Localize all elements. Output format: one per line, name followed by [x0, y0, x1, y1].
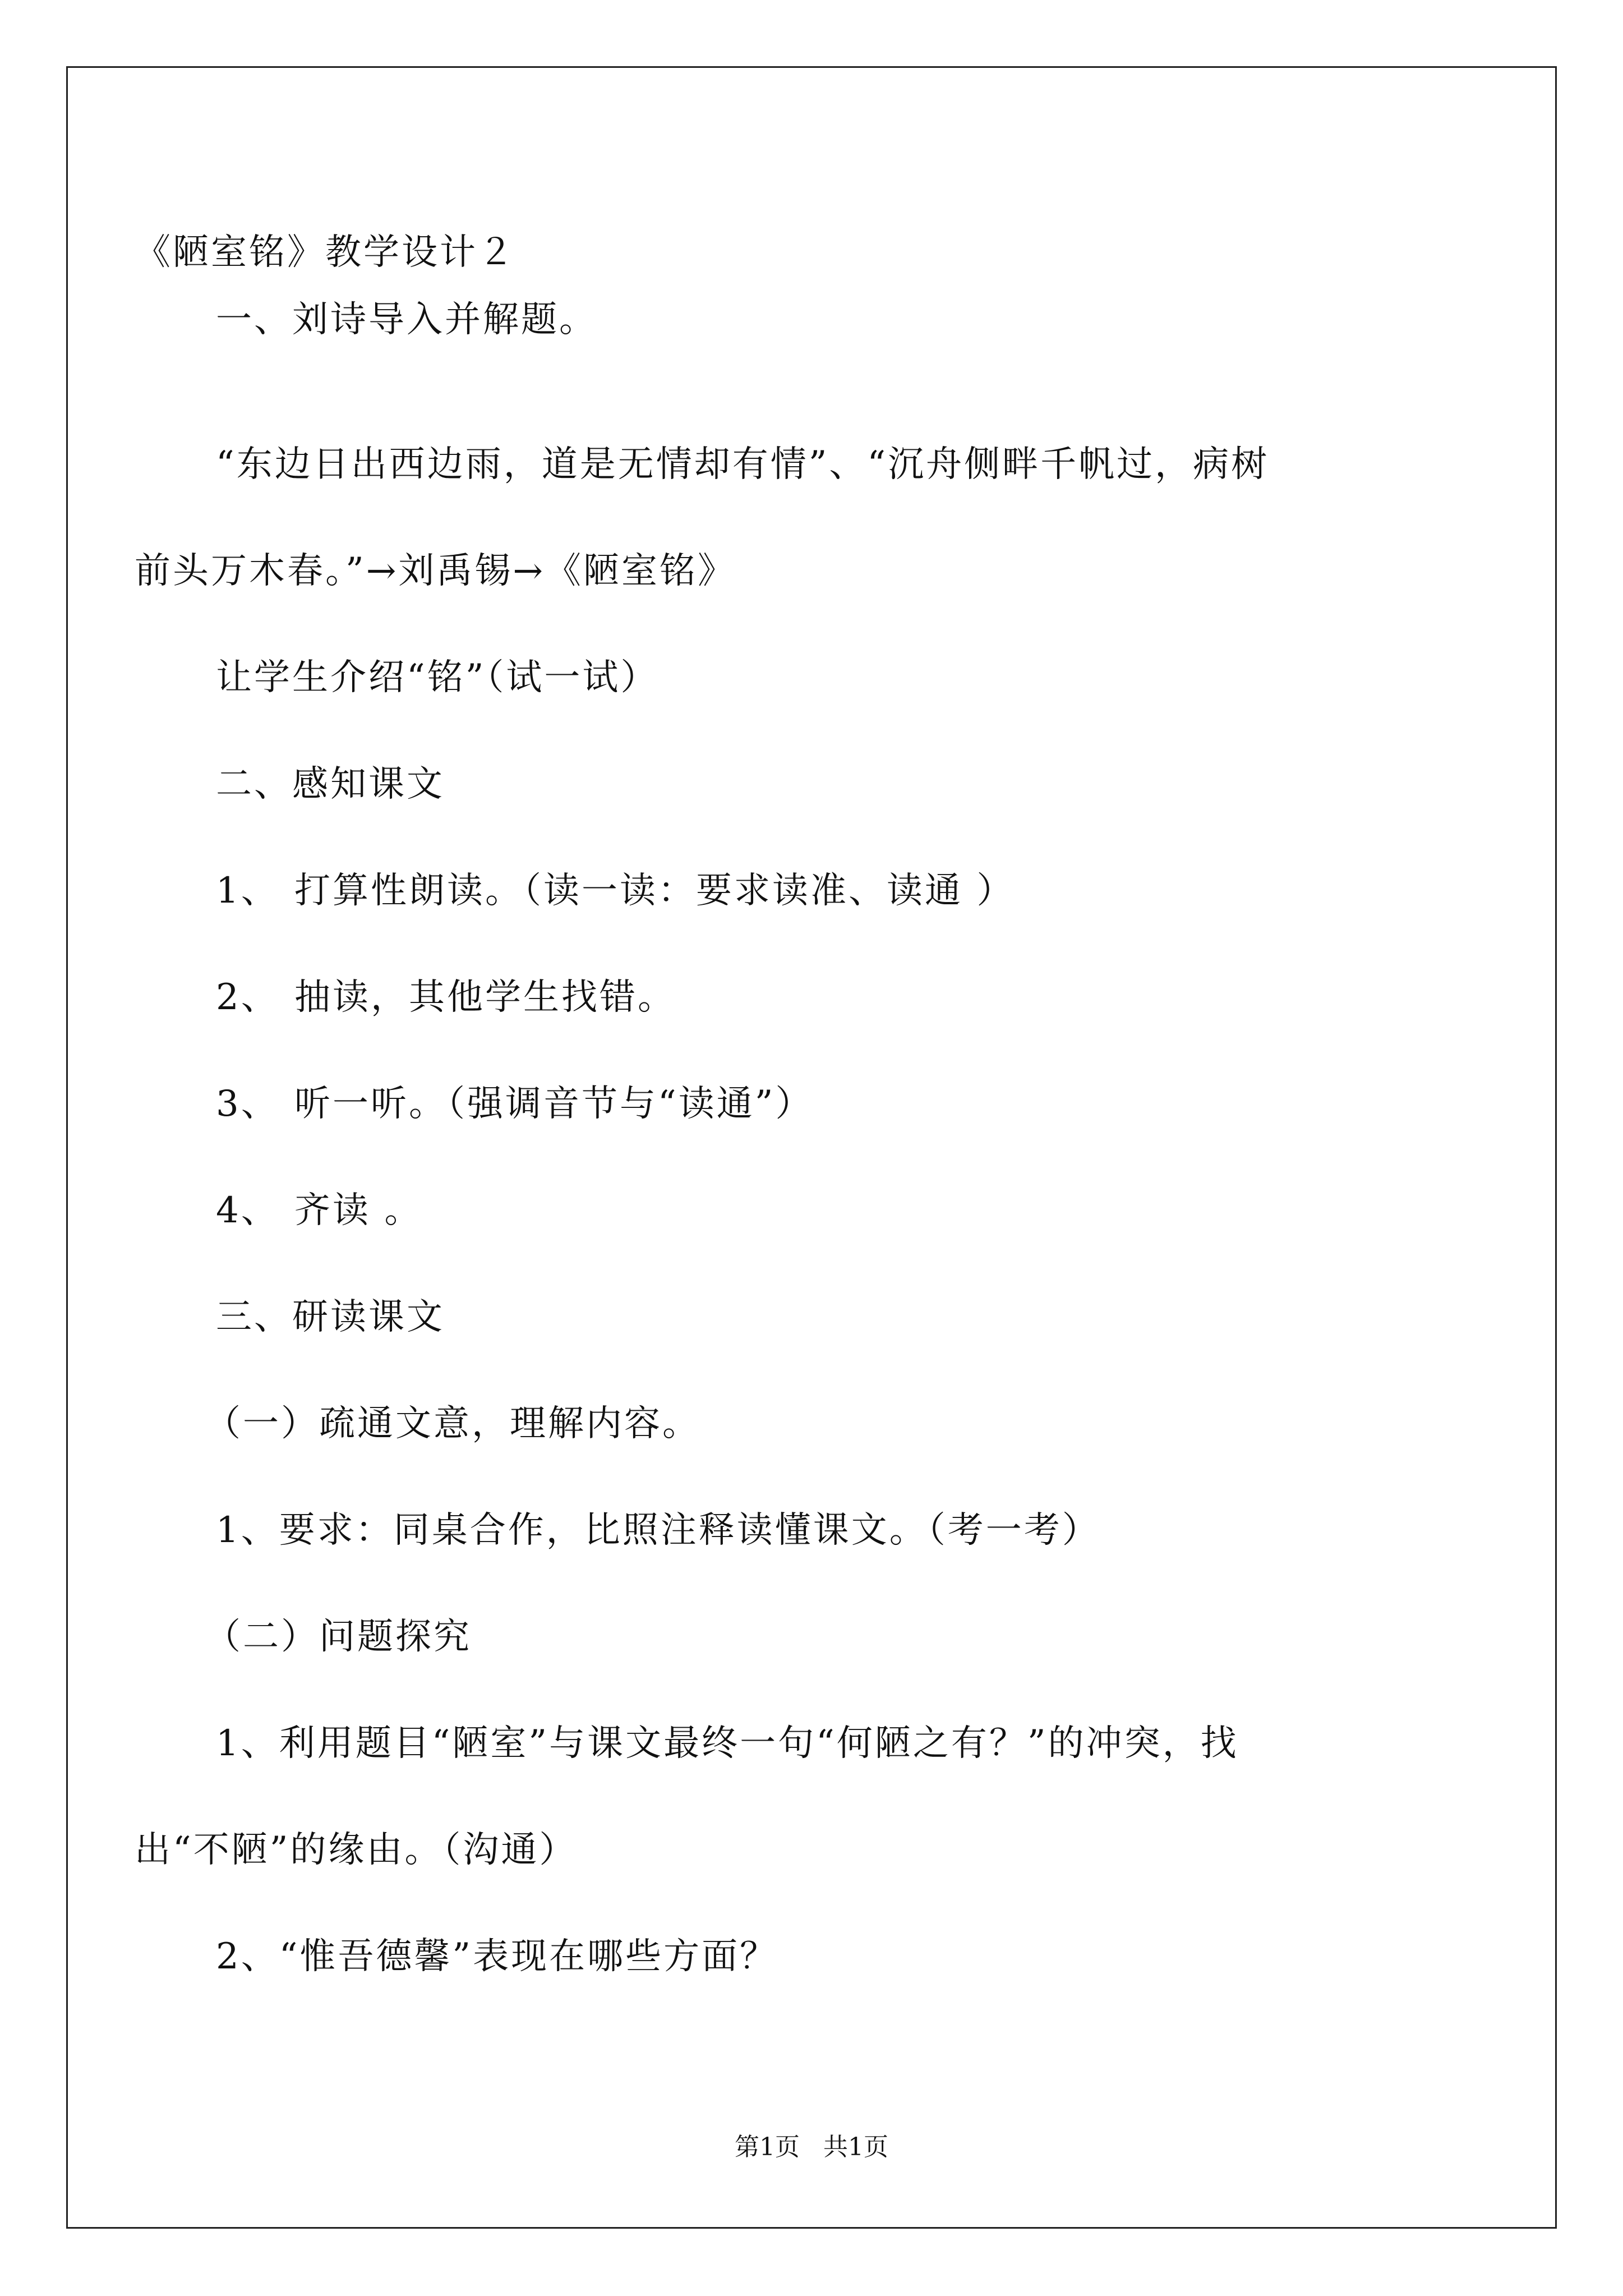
- list-item-text: 打算性朗读。（读一读：要求读准、读通 ）: [294, 870, 1015, 912]
- list-item-1: [216, 870, 1015, 912]
- list-item-3: [216, 1083, 814, 1125]
- section-heading-1: 一、刘诗导入并解题。: [216, 299, 597, 341]
- list-number: 4、: [216, 1190, 279, 1231]
- list-item-text: 齐读 。: [294, 1190, 423, 1231]
- document-title: 《陋室铭》教学设计２: [135, 232, 516, 273]
- section-heading-2: 二、感知课文: [216, 763, 445, 805]
- question-1-line-2: 出“不陋”的缘由。（沟通）: [135, 1829, 578, 1871]
- section-heading-3: 三、研读课文: [216, 1296, 445, 1338]
- subsection-heading-2: （二）问题探究: [205, 1616, 472, 1658]
- list-number: 3、: [216, 1083, 279, 1125]
- question-2: 2、“惟吾德馨”表现在哪些方面？: [216, 1936, 778, 1977]
- list-item-text: 抽读，其他学生找错。: [294, 977, 676, 1018]
- list-item-2: [216, 977, 676, 1018]
- list-item-4: [216, 1190, 423, 1231]
- paragraph-introduce-ming: 让学生介绍“铭”（试一试）: [216, 657, 659, 698]
- list-number: 1、: [216, 870, 279, 912]
- poem-quote-line-2: 前头万木春。”→刘禹锡→《陋室铭》: [135, 550, 736, 592]
- poem-quote-line-1: “东边日出西边雨，道是无情却有情”、“沉舟侧畔千帆过，病树: [216, 444, 1270, 485]
- paragraph-requirement: 1、要求：同桌合作，比照注释读懂课文。（考一考）: [216, 1510, 1100, 1551]
- page-footer: 第1页 共1页: [735, 2133, 888, 2161]
- question-1-line-1: 1、利用题目“陋室”与课文最终一句“何陋之有？”的冲突，找: [216, 1723, 1239, 1764]
- list-item-text: 听一听。（强调音节与“读通”）: [294, 1083, 814, 1125]
- page-border: [66, 66, 1557, 2229]
- subsection-heading-1: （一）疏通文意，理解内容。: [205, 1403, 700, 1444]
- list-number: 2、: [216, 977, 279, 1018]
